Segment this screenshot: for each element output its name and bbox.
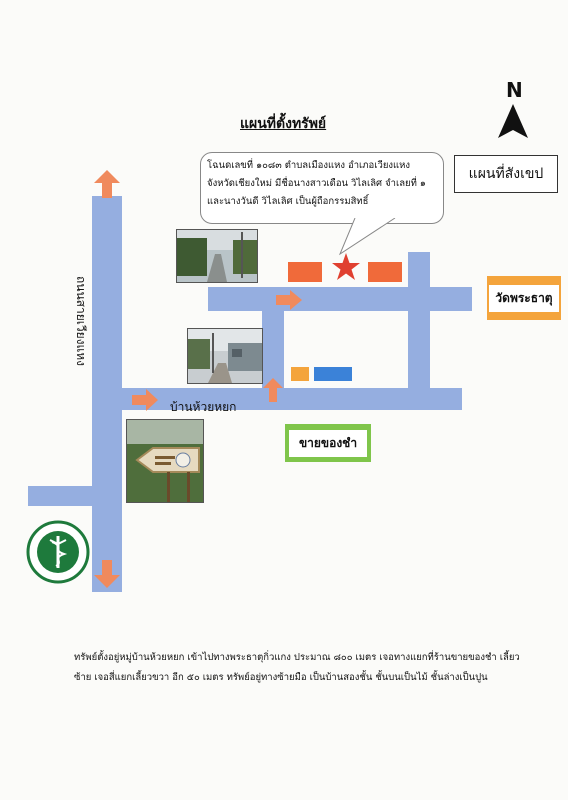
description-line: ซ้าย เจอสี่แยกเลี้ยวขวา อีก ๕๐ เมตร ทรัพย์อยู่ทางซ้ายมือ เป็นบ้านสองชั้น ชั้นบนเป็นไม้ ชั้นล่างเป็นปูน — [74, 672, 488, 683]
shop-label: ขายของชำ — [289, 430, 367, 457]
callout-line: และนางวันดี วิไลเลิศ เป็นผู้ถือกรรมสิทธิ์ — [207, 196, 369, 207]
callout-line: จังหวัดเชียงใหม่ มีชื่อนางสาวเดือน วิไลเลิศ จำเลยที่ ๑ — [207, 178, 426, 189]
photo-street-top — [176, 229, 258, 283]
building-left-of-property — [288, 262, 322, 282]
arrow-right-village-road — [132, 389, 158, 411]
building-blue — [314, 367, 352, 381]
arrow-up-main-road — [94, 170, 120, 198]
arrow-right-upper-road — [276, 290, 302, 310]
photo-signboard — [126, 419, 204, 503]
road-left-stub — [28, 486, 94, 506]
temple-label: วัดพระธาตุ — [489, 285, 558, 312]
callout-line: โฉนดเลขที่ ๑๐๘๓ ตำบลเมืองแหง อำเภอเวียงแหง — [207, 160, 411, 171]
description-line: ทรัพย์ตั้งอยู่หมู่บ้านห้วยหยก เข้าไปทางพระธาตุกิ่วแกง ประมาณ ๘๐๐ เมตร เจอทางแยกที่ร้านขายของชำ เลี้ยว — [74, 652, 520, 663]
building-small-orange — [291, 367, 309, 381]
page-title: แผนที่ตั้งทรัพย์ — [240, 116, 327, 132]
arrow-down-main-road — [94, 560, 120, 588]
sketch-map-label: แผนที่สังเขป — [454, 155, 558, 193]
temple-landmark — [487, 276, 561, 320]
village-road-label: บ้านห้วยหยก — [170, 400, 237, 414]
property-star-marker — [331, 252, 361, 282]
building-right-of-property — [368, 262, 402, 282]
hospital-seal-logo — [26, 520, 90, 584]
upper-road — [208, 287, 472, 311]
photo-street-middle — [187, 328, 263, 384]
grocery-shop-landmark — [285, 424, 371, 462]
location-description — [74, 648, 544, 688]
north-arrow-icon — [497, 104, 529, 140]
cross-road-right — [408, 252, 430, 410]
north-letter: N — [506, 78, 523, 102]
main-road-vertical — [92, 196, 122, 592]
main-road-label: ถนนสายเวียงแหง — [74, 276, 88, 366]
deed-callout — [200, 152, 444, 224]
arrow-up-cross-road — [263, 378, 283, 402]
